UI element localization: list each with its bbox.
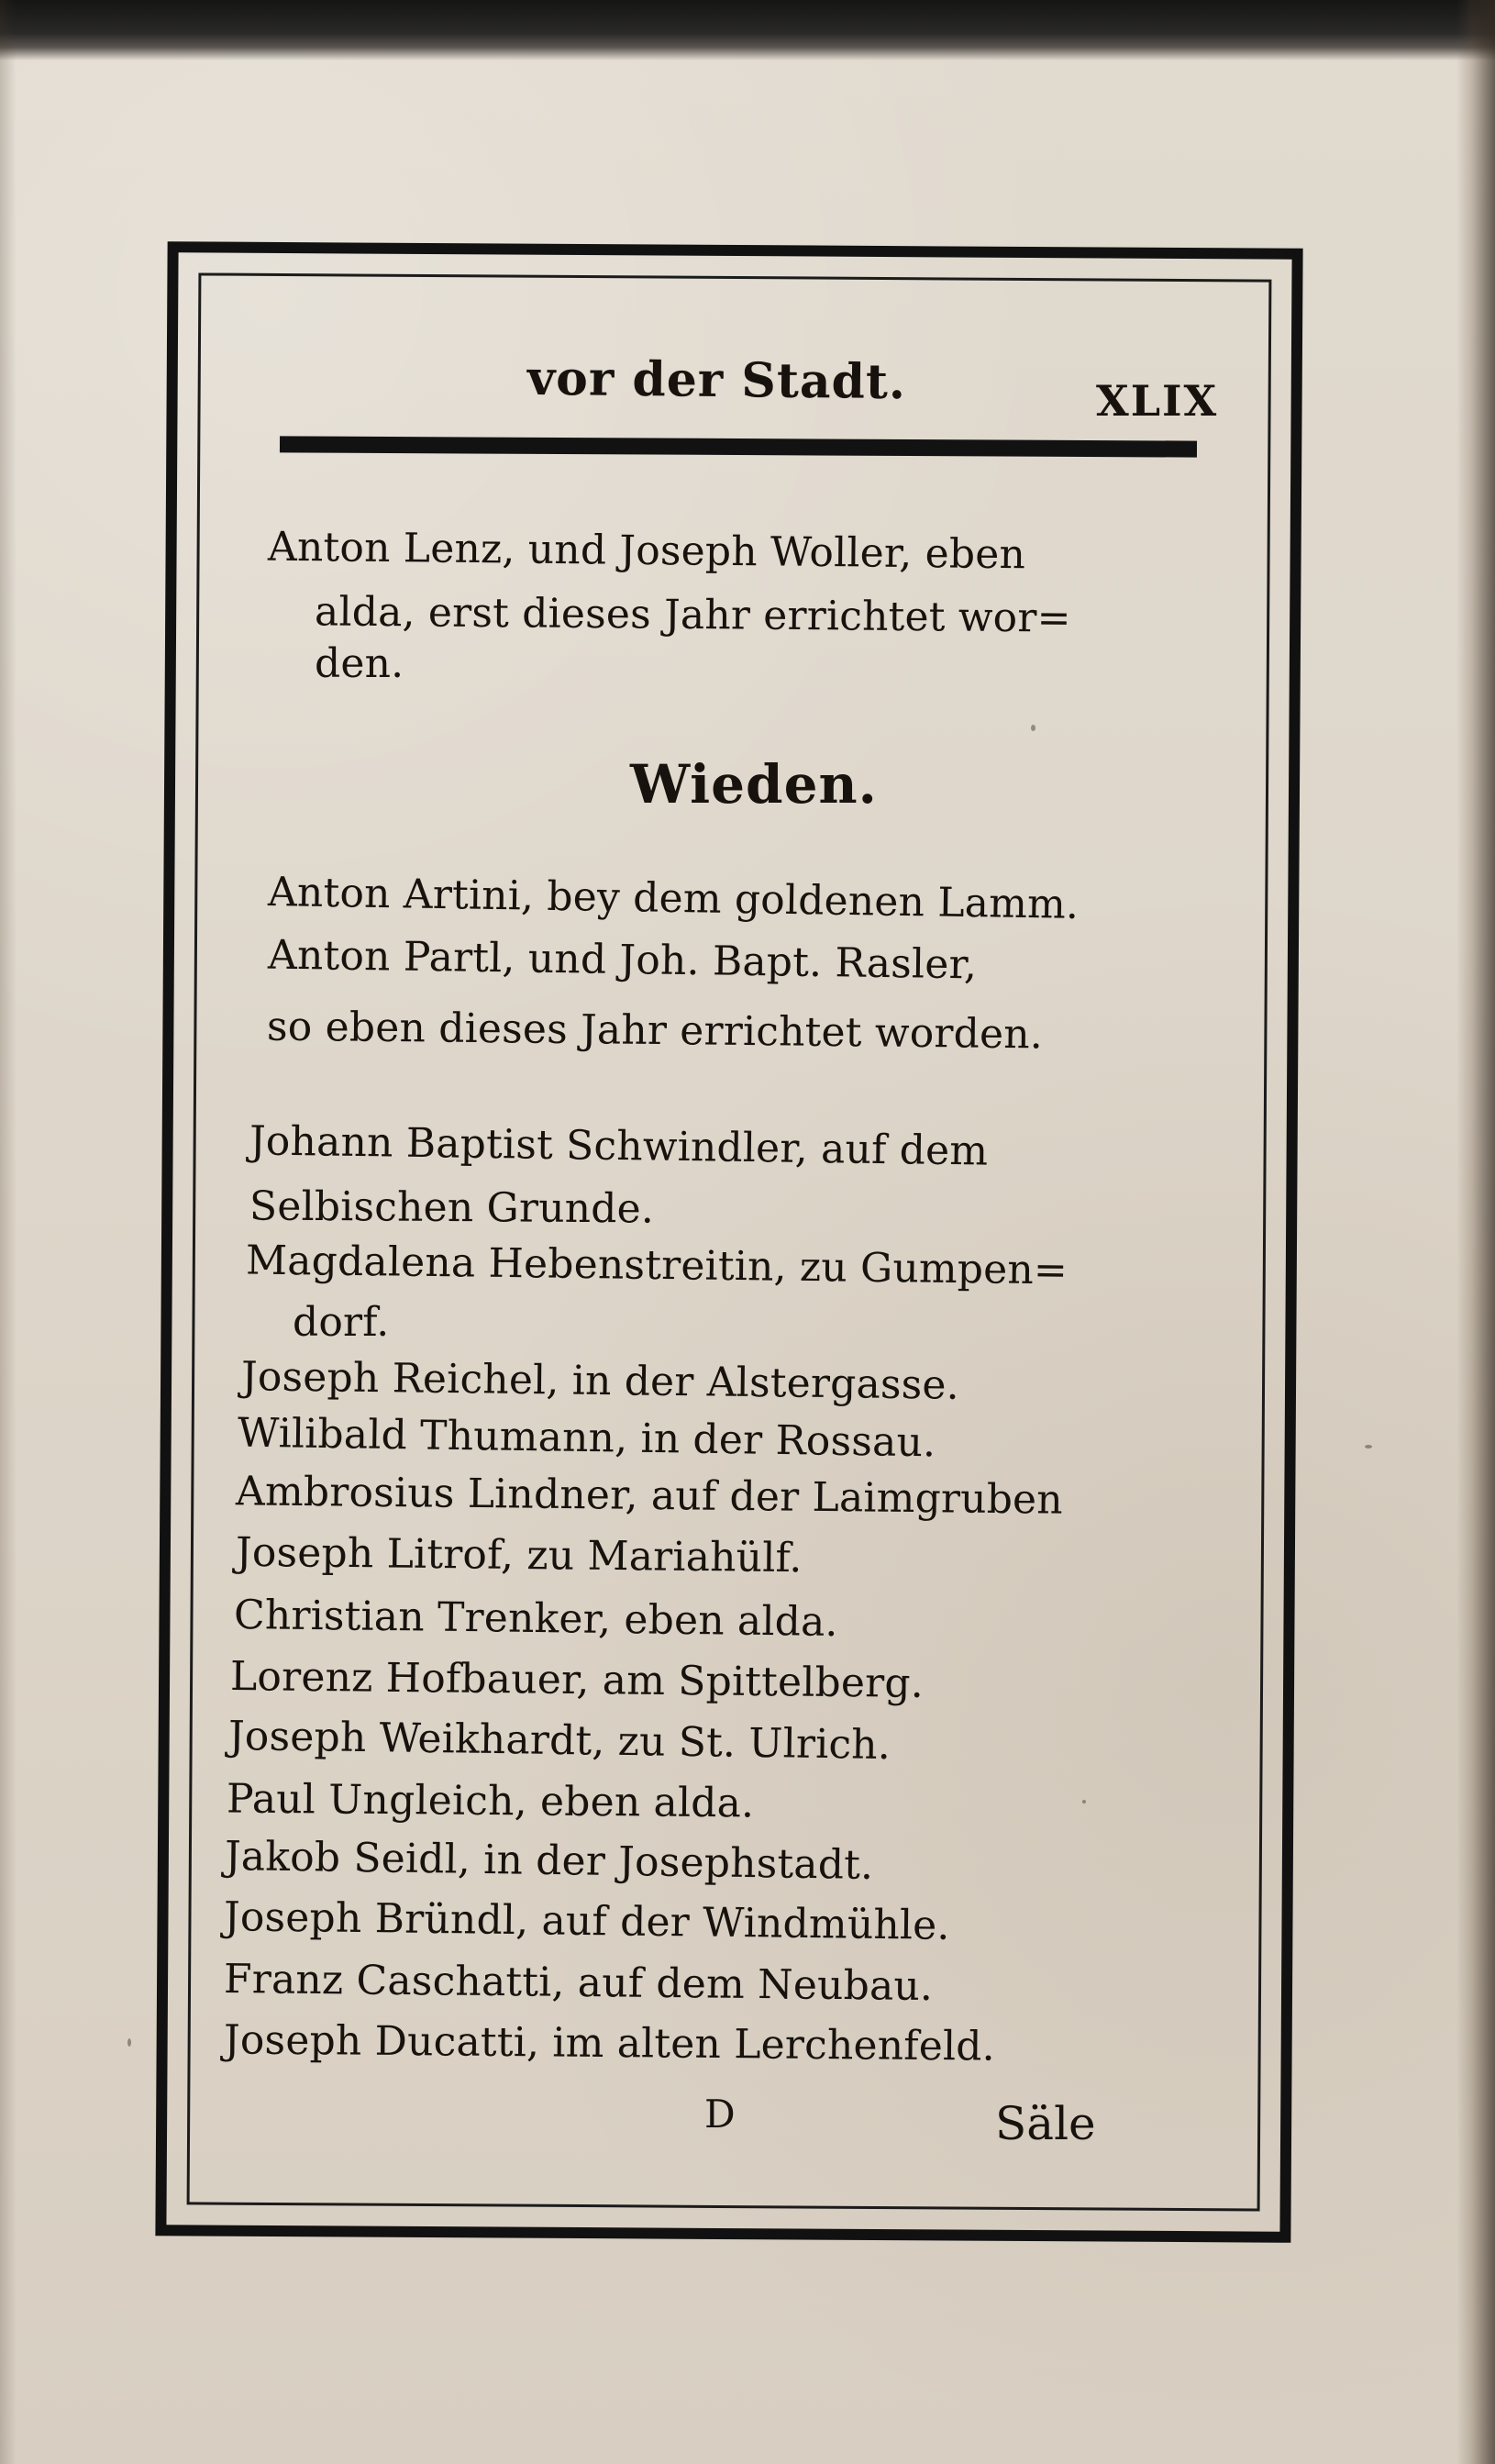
entry-line: Johann Baptist Schwindler, auf dem [249, 1117, 989, 1175]
entry-line: Joseph Reichel, in der Alstergasse. [240, 1353, 960, 1409]
entry-line: Anton Partl, und Joh. Bapt. Rasler, [267, 931, 978, 989]
entry-line: Jakob Seidl, in der Josephstadt. [224, 1833, 874, 1889]
entry-line: Joseph Weikhardt, zu St. Ulrich. [227, 1712, 891, 1770]
top-binding-shadow [0, 0, 1495, 61]
entry-line: Christian Trenker, eben alda. [233, 1591, 838, 1647]
entry-line: Selbischen Grunde. [249, 1182, 655, 1233]
right-page-edge [1456, 0, 1495, 2464]
entry-line: Wilibald Thumann, in der Rossau. [237, 1409, 936, 1467]
entry-line: Joseph Bründl, auf der Windmühle. [223, 1893, 950, 1949]
paper-speck [1365, 1445, 1372, 1448]
page-number: XLIX [1096, 376, 1219, 426]
entry-line: Franz Caschatti, auf dem Neubau. [223, 1955, 934, 2011]
entry-line: dorf. [293, 1299, 390, 1346]
entry-line: Joseph Litrof, zu Mariahülf. [235, 1528, 803, 1582]
continuation-line: alda, erst dieses Jahr errichtet wor= [314, 588, 1071, 642]
entry-line: so eben dieses Jahr errichtet worden. [266, 1003, 1044, 1059]
entry-line: Anton Artini, bey dem goldenen Lamm. [267, 869, 1080, 928]
catchword: Säle [995, 2097, 1096, 2150]
entry-line: Joseph Ducatti, im alten Lerchenfeld. [223, 2016, 996, 2070]
paper-speck [127, 2038, 131, 2047]
page-heading: vor der Stadt. [526, 350, 907, 411]
continuation-line: Anton Lenz, und Joseph Woller, eben [267, 523, 1026, 579]
continuation-line: den. [315, 640, 404, 687]
entry-line: Lorenz Hofbauer, am Spittelberg. [229, 1653, 925, 1707]
entry-line: Ambrosius Lindner, auf der Laimgruben [235, 1468, 1064, 1524]
signature-mark: D [704, 2092, 736, 2137]
left-page-shadow [0, 0, 17, 2464]
entry-line: Paul Ungleich, eben alda. [226, 1775, 755, 1827]
section-heading: Wieden. [630, 753, 878, 816]
entry-line: Magdalena Hebenstreitin, zu Gumpen= [245, 1237, 1069, 1294]
